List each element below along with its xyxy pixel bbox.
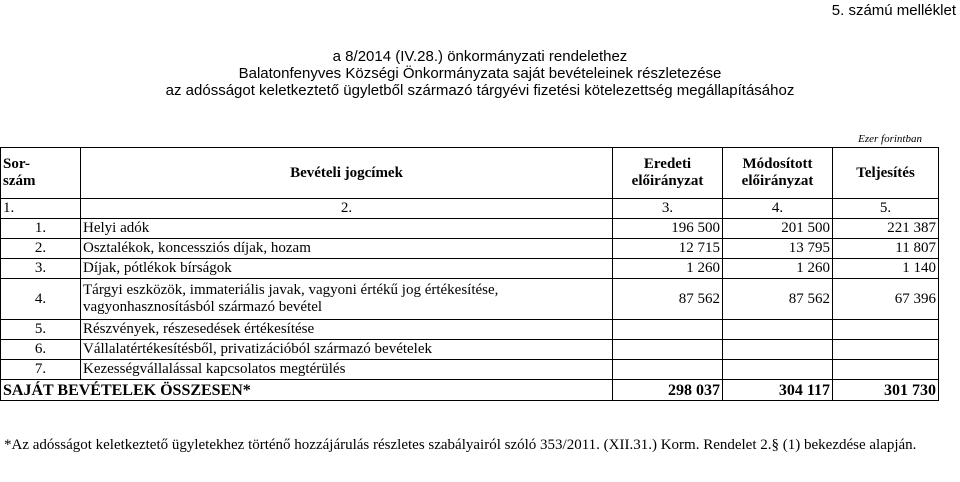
row-teljesites: 67 396: [833, 279, 939, 320]
footnote: *Az adósságot keletkeztető ügyletekhez történő hozzájárulás részletes szabályairól szóló 353/2011. (XII.31.) Korm. Rendelet 2.§ (1) bekezdése alapján.: [4, 437, 917, 453]
total-modositott: 304 117: [723, 380, 833, 401]
row-number: 3.: [1, 259, 81, 279]
annex-label: 5. számú melléklet: [831, 2, 956, 19]
row-modositott: 87 562: [723, 279, 833, 320]
row-modositott: [723, 340, 833, 360]
header-sorszam-line2: szám: [3, 173, 36, 189]
header-modositott: [723, 148, 833, 199]
total-eredeti: 298 037: [613, 380, 723, 401]
table-row: [1, 239, 939, 259]
column-number-row: [1, 199, 939, 219]
row-label: Díjak, pótlékok bírságok: [81, 259, 613, 279]
row-label: Helyi adók: [81, 219, 613, 239]
row-modositott: 13 795: [723, 239, 833, 259]
title-line-3: az adósságot keletkeztető ügyletből származó tárgyévi fizetési kötelezettség megállapításához: [165, 82, 795, 99]
row-number: 2.: [1, 239, 81, 259]
table-row: [1, 360, 939, 380]
row-teljesites: [833, 340, 939, 360]
header-jogcim: Bevételi jogcímek: [81, 148, 613, 199]
column-number-2: 2.: [81, 199, 613, 219]
row-number: 6.: [1, 340, 81, 360]
row-number: 1.: [1, 219, 81, 239]
row-eredeti: [613, 340, 723, 360]
column-number-1: 1.: [1, 199, 81, 219]
row-label: Vállalatértékesítésből, privatizációból származó bevételek: [81, 340, 613, 360]
row-label: Részvények, részesedések értékesítése: [81, 320, 613, 340]
row-modositott: [723, 360, 833, 380]
row-label: Osztalékok, koncessziós díjak, hozam: [81, 239, 613, 259]
title-line-2: Balatonfenyves Községi Önkormányzata saját bevételeinek részletezése: [238, 65, 722, 82]
total-row: [1, 380, 939, 401]
row-label-line2: vagyonhasznosításból származó bevétel: [83, 299, 323, 315]
row-eredeti: 12 715: [613, 239, 723, 259]
row-eredeti: [613, 320, 723, 340]
row-number: 7.: [1, 360, 81, 380]
table-row: [1, 320, 939, 340]
row-teljesites: [833, 360, 939, 380]
header-teljesites: Teljesítés: [833, 148, 939, 199]
row-teljesites: [833, 320, 939, 340]
header-modositott-line1: Módosított: [742, 156, 813, 172]
header-eredeti: [613, 148, 723, 199]
header-eredeti-line1: Eredeti: [643, 156, 692, 172]
table-row: [1, 340, 939, 360]
header-modositott-line2: előirányzat: [741, 173, 814, 189]
column-number-4: 4.: [723, 199, 833, 219]
row-teljesites: 1 140: [833, 259, 939, 279]
row-modositott: [723, 320, 833, 340]
row-label: Kezességvállalással kapcsolatos megtérülés: [81, 360, 613, 380]
header-sorszam-line1: Sor-: [3, 156, 30, 172]
total-label: SAJÁT BEVÉTELEK ÖSSZESEN*: [1, 380, 613, 401]
row-eredeti: 1 260: [613, 259, 723, 279]
row-eredeti: [613, 360, 723, 380]
row-number: 5.: [1, 320, 81, 340]
row-number: 4.: [1, 279, 81, 320]
revenue-table: [0, 147, 939, 401]
table-row: [1, 219, 939, 239]
header-sorszam: [1, 148, 81, 199]
row-eredeti: 196 500: [613, 219, 723, 239]
total-teljesites: 301 730: [833, 380, 939, 401]
row-teljesites: 11 807: [833, 239, 939, 259]
table-row: [1, 279, 939, 320]
row-modositott: 1 260: [723, 259, 833, 279]
row-label-line1: Tárgyi eszközök, immateriális javak, vagyoni értékű jog értékesítése,: [83, 282, 499, 298]
title-line-1: a 8/2014 (IV.28.) önkormányzati rendelethez: [332, 48, 628, 65]
row-label: [81, 279, 613, 320]
row-modositott: 201 500: [723, 219, 833, 239]
table-row: [1, 259, 939, 279]
document-title: [0, 48, 960, 99]
header-row: [1, 148, 939, 199]
row-teljesites: 221 387: [833, 219, 939, 239]
column-number-3: 3.: [613, 199, 723, 219]
row-eredeti: 87 562: [613, 279, 723, 320]
unit-label: Ezer forintban: [858, 133, 922, 145]
column-number-5: 5.: [833, 199, 939, 219]
header-eredeti-line2: előirányzat: [631, 173, 704, 189]
